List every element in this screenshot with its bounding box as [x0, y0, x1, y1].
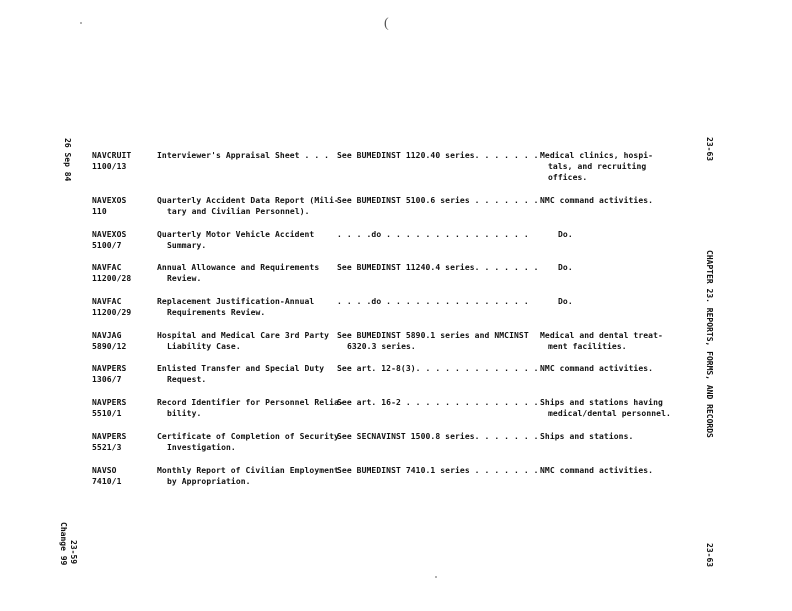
- use-line: Ships and stations.: [540, 432, 634, 441]
- form-number-line: NAVPERS: [92, 364, 127, 373]
- use-line: ment facilities.: [548, 342, 627, 351]
- form-title-line: Requirements Review.: [167, 308, 266, 317]
- form-number-line: 1306/7: [92, 375, 122, 384]
- form-title-line: Record Identifier for Personnel Relia-: [157, 398, 344, 407]
- form-number-line: 7410/1: [92, 477, 122, 486]
- chapter-heading: CHAPTER 23. REPORTS, FORMS, AND RECORDS: [705, 250, 714, 438]
- form-title-line: Quarterly Motor Vehicle Accident: [157, 230, 315, 239]
- scan-speck: [80, 22, 82, 24]
- authority-line: See BUMEDINST 7410.1 series . . . . . . .: [337, 466, 539, 475]
- form-title-line: tary and Civilian Personnel).: [167, 207, 310, 216]
- use-line: Do.: [558, 263, 573, 272]
- form-number-line: NAVEXOS: [92, 230, 127, 239]
- form-title-line: bility.: [167, 409, 202, 418]
- use-line: medical/dental personnel.: [548, 409, 671, 418]
- margin-change-number: Change 99: [59, 522, 68, 566]
- scan-speck: [435, 576, 437, 578]
- form-title-line: Hospital and Medical Care 3rd Party: [157, 331, 330, 340]
- form-title-line: by Appropriation.: [167, 477, 251, 486]
- running-page-number-top: 23-63: [705, 137, 714, 162]
- authority-line: . . . .do . . . . . . . . . . . . . . .: [337, 230, 529, 239]
- authority-line: See SECNAVINST 1500.8 series. . . . . . .: [337, 432, 539, 441]
- form-title-line: Summary.: [167, 241, 207, 250]
- use-line: Do.: [558, 297, 573, 306]
- use-line: offices.: [548, 173, 588, 182]
- form-title-line: Quarterly Accident Data Report (Mili-: [157, 196, 339, 205]
- form-number-line: NAVPERS: [92, 398, 127, 407]
- form-title-line: Liability Case.: [167, 342, 241, 351]
- authority-line: See BUMEDINST 5100.6 series . . . . . . .: [337, 196, 539, 205]
- authority-line: 6320.3 series.: [347, 342, 416, 351]
- form-title-line: Interviewer's Appraisal Sheet . . .: [157, 151, 330, 160]
- authority-line: See art. 12-8(3). . . . . . . . . . . . .: [337, 364, 539, 373]
- use-line: NMC command activities.: [540, 196, 654, 205]
- authority-line: See BUMEDINST 5890.1 series and NMCINST: [337, 331, 529, 340]
- use-line: Ships and stations having: [540, 398, 663, 407]
- form-number-line: NAVFAC: [92, 297, 122, 306]
- authority-line: See BUMEDINST 1120.40 series. . . . . . .: [337, 151, 539, 160]
- use-line: Medical clinics, hospi-: [540, 151, 654, 160]
- margin-date: 26 Sep 84: [63, 138, 72, 182]
- form-title-line: Enlisted Transfer and Special Duty: [157, 364, 325, 373]
- form-number-line: 1100/13: [92, 162, 127, 171]
- form-number-line: NAVJAG: [92, 331, 122, 340]
- form-number-line: 110: [92, 207, 107, 216]
- margin-page-number: 23-59: [69, 540, 78, 565]
- running-page-number-bottom: 23-63: [705, 543, 714, 568]
- form-title-line: Replacement Justification-Annual: [157, 297, 315, 306]
- form-number-line: NAVEXOS: [92, 196, 127, 205]
- scan-mark: (: [384, 16, 389, 31]
- form-title-line: Review.: [167, 274, 202, 283]
- form-number-line: NAVPERS: [92, 432, 127, 441]
- use-line: NMC command activities.: [540, 364, 654, 373]
- form-number-line: 11200/29: [92, 308, 132, 317]
- authority-line: See BUMEDINST 11240.4 series. . . . . . .: [337, 263, 539, 272]
- form-title-line: Investigation.: [167, 443, 236, 452]
- form-title-line: Certificate of Completion of Security: [157, 432, 339, 441]
- use-line: tals, and recruiting: [548, 162, 647, 171]
- form-title-line: Monthly Report of Civilian Employment: [157, 466, 339, 475]
- form-number-line: 5890/12: [92, 342, 127, 351]
- form-number-line: 5510/1: [92, 409, 122, 418]
- use-line: Do.: [558, 230, 573, 239]
- authority-line: See art. 16-2 . . . . . . . . . . . . . .: [337, 398, 539, 407]
- form-number-line: 5100/7: [92, 241, 122, 250]
- authority-line: . . . .do . . . . . . . . . . . . . . .: [337, 297, 529, 306]
- form-number-line: 5521/3: [92, 443, 122, 452]
- use-line: NMC command activities.: [540, 466, 654, 475]
- form-number-line: NAVCRUIT: [92, 151, 132, 160]
- form-title-line: Request.: [167, 375, 207, 384]
- form-number-line: NAVFAC: [92, 263, 122, 272]
- use-line: Medical and dental treat-: [540, 331, 663, 340]
- form-number-line: 11200/28: [92, 274, 132, 283]
- form-number-line: NAVSO: [92, 466, 117, 475]
- form-title-line: Annual Allowance and Requirements: [157, 263, 320, 272]
